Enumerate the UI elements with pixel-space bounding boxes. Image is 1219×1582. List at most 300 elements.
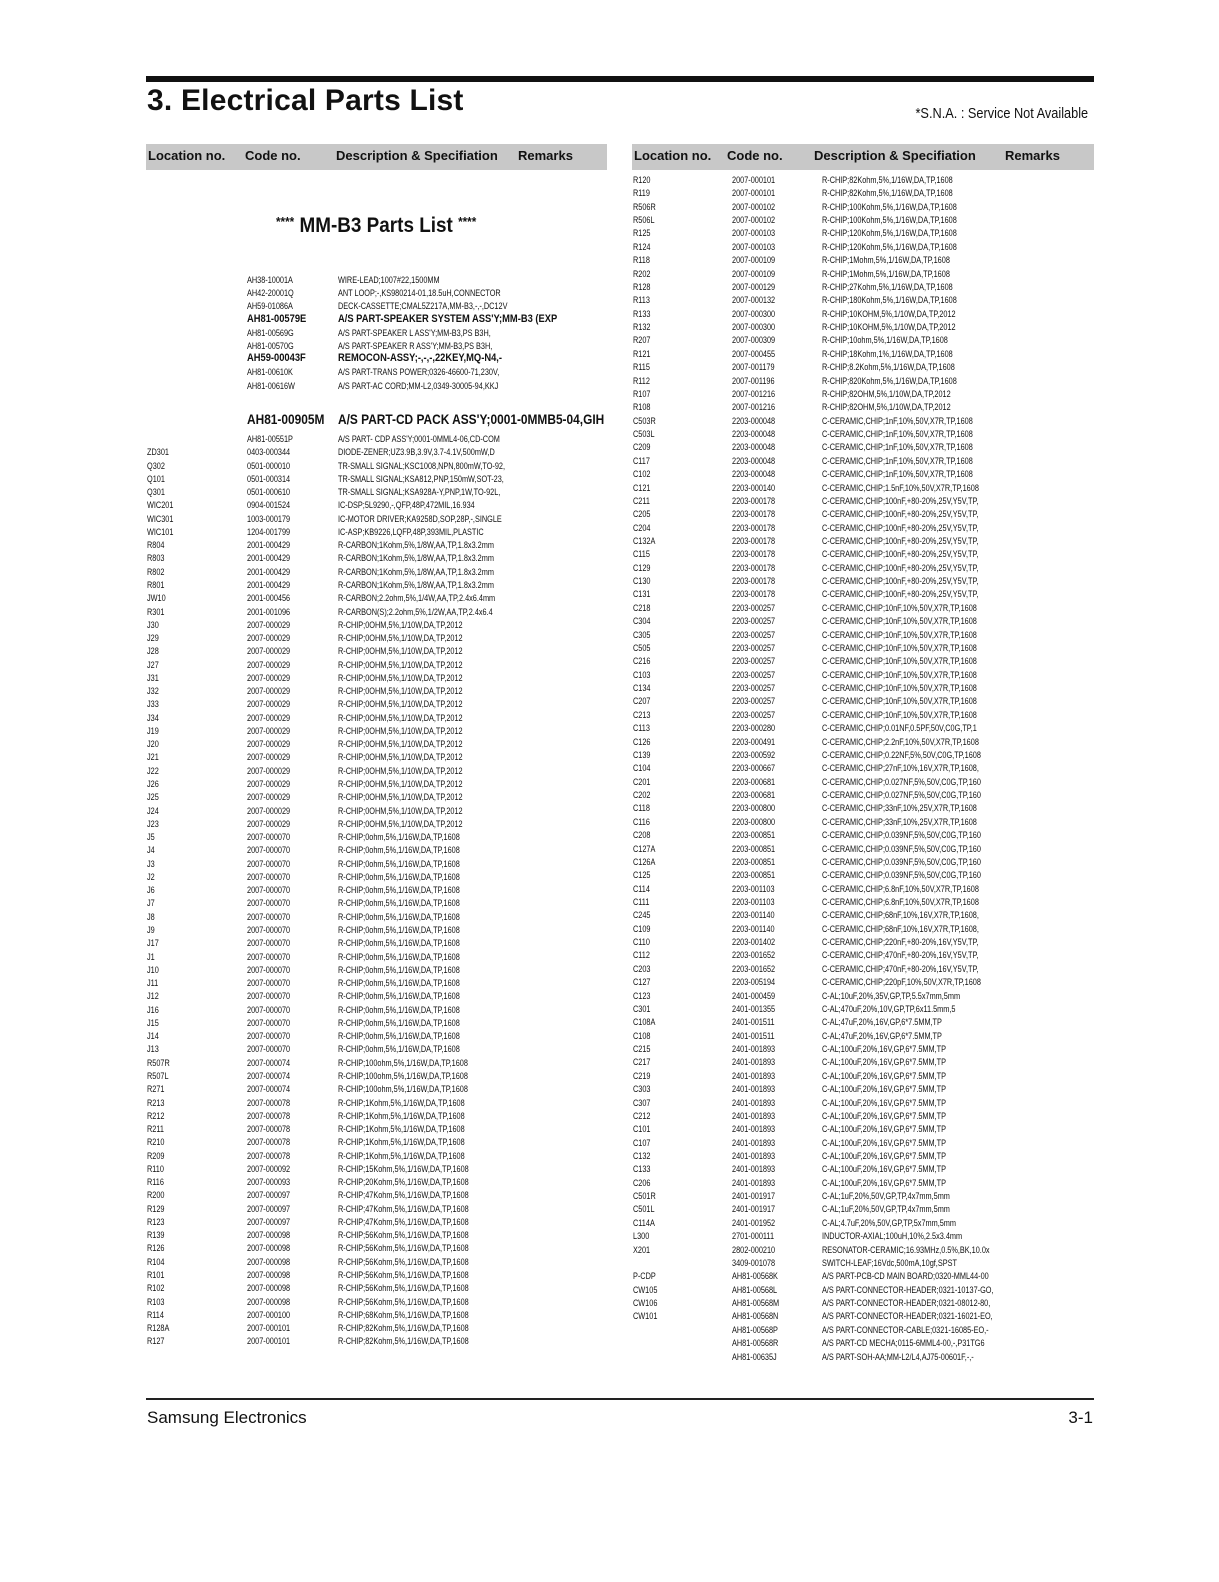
description-cell: R-CHIP;180Kohm,5%,1/16W,DA,TP,1608: [822, 294, 957, 306]
code-cell: 2203-000257: [732, 695, 776, 707]
code-cell: 2007-000098: [247, 1295, 291, 1307]
location-cell: C129: [633, 561, 651, 573]
code-cell: 2203-001652: [732, 962, 776, 974]
location-cell: J8: [147, 910, 155, 922]
location-cell: C131: [633, 588, 651, 600]
location-cell: C133: [633, 1163, 651, 1175]
location-cell: J11: [147, 977, 159, 989]
location-cell: R113: [633, 294, 650, 306]
description-cell: C-CERAMIC,CHIP;100nF,+80-20%,25V,Y5V,TP,: [822, 534, 979, 546]
location-cell: R129: [147, 1202, 165, 1214]
code-cell: 0501-000610: [247, 486, 291, 498]
location-cell: R202: [633, 267, 651, 279]
location-cell: J4: [147, 844, 155, 856]
description-cell: R-CHIP;0OHM,5%,1/10W,DA,TP,2012: [338, 764, 463, 776]
code-cell: 2007-000029: [247, 724, 291, 736]
code-cell: 2007-000078: [247, 1096, 291, 1108]
description-cell: R-CHIP;10KOHM,5%,1/10W,DA,TP,2012: [822, 321, 956, 333]
description-cell: R-CHIP;1Kohm,5%,1/16W,DA,TP,1608: [338, 1096, 465, 1108]
description-cell: TR-SMALL SIGNAL;KSA812,PNP,150mW,SOT-23,: [338, 472, 504, 484]
description-cell: ANT LOOP;-,KS980214-01,18.5uH,CONNECTOR: [338, 287, 501, 299]
code-cell: 2007-000097: [247, 1202, 291, 1214]
location-cell: J32: [147, 685, 159, 697]
description-cell: R-CHIP;0ohm,5%,1/16W,DA,TP,1608: [338, 950, 460, 962]
description-cell: R-CHIP;0OHM,5%,1/10W,DA,TP,2012: [338, 632, 463, 644]
code-cell: 2401-001917: [732, 1190, 776, 1202]
location-cell: J1: [147, 950, 155, 962]
location-cell: C212: [633, 1109, 651, 1121]
description-cell: R-CHIP;120Kohm,5%,1/16W,DA,TP,1608: [822, 240, 957, 252]
code-cell: 2007-000101: [247, 1322, 291, 1334]
description-cell: R-CHIP;0ohm,5%,1/16W,DA,TP,1608: [338, 884, 460, 896]
code-cell: 2007-000029: [247, 751, 291, 763]
location-cell: J12: [147, 990, 159, 1002]
code-cell: 2203-000851: [732, 842, 776, 854]
description-cell: C-CERAMIC,CHIP;0.039NF,5%,50V,C0G,TP,160: [822, 829, 981, 841]
code-cell: 2007-000103: [732, 227, 776, 239]
code-cell: 2007-000078: [247, 1123, 291, 1135]
description-cell: R-CHIP;10KOHM,5%,1/10W,DA,TP,2012: [822, 307, 956, 319]
location-cell: C204: [633, 521, 651, 533]
location-cell: J22: [147, 764, 159, 776]
code-cell: AH81-00551P: [247, 433, 293, 444]
location-cell: C503L: [633, 428, 655, 440]
description-cell: R-CHIP;100ohm,5%,1/16W,DA,TP,1608: [338, 1069, 468, 1081]
description-cell: C-CERAMIC,CHIP;0.01NF,0.5PF,50V,C0G,TP,1: [822, 722, 977, 734]
location-cell: C503R: [633, 414, 656, 426]
description-cell: R-CARBON;1Kohm,5%,1/8W,AA,TP,1.8x3.2mm: [338, 578, 494, 590]
location-cell: R213: [147, 1096, 165, 1108]
location-cell: R118: [633, 254, 650, 266]
code-cell: 2007-000098: [247, 1242, 291, 1254]
code-cell: 2007-000070: [247, 884, 291, 896]
code-cell: 2007-000098: [247, 1282, 291, 1294]
code-cell: 2007-000103: [732, 240, 776, 252]
description-cell: C-CERAMIC,CHIP;0.22NF,5%,50V,C0G,TP,1608: [822, 748, 981, 760]
location-cell: C130: [633, 575, 651, 587]
location-cell: ZD301: [147, 446, 169, 458]
location-cell: P-CDP: [633, 1270, 656, 1282]
description-cell: INDUCTOR-AXIAL;100uH,10%,2.5x3.4mm: [822, 1230, 963, 1242]
description-cell: C-AL;100uF,20%,16V,GP,6*7.5MM,TP: [822, 1136, 946, 1148]
location-cell: J25: [147, 791, 159, 803]
location-cell: C104: [633, 762, 651, 774]
code-cell: 2007-000029: [247, 738, 291, 750]
description-cell: C-CERAMIC,CHIP;10nF,10%,50V,X7R,TP,1608: [822, 601, 977, 613]
code-cell: 2007-000029: [247, 618, 291, 630]
code-cell: AH81-00568L: [732, 1283, 778, 1295]
description-cell: R-CHIP;0ohm,5%,1/16W,DA,TP,1608: [338, 923, 460, 935]
description-cell: R-CHIP;0ohm,5%,1/16W,DA,TP,1608: [338, 1016, 460, 1028]
location-cell: C109: [633, 922, 651, 934]
code-cell: 2007-000029: [247, 685, 291, 697]
description-cell: R-CHIP;0ohm,5%,1/16W,DA,TP,1608: [338, 870, 460, 882]
location-cell: C102: [633, 468, 651, 480]
code-cell: 2007-000101: [732, 187, 776, 199]
description-cell: C-CERAMIC,CHIP;0.039NF,5%,50V,C0G,TP,160: [822, 842, 981, 854]
code-cell: 2203-000178: [732, 534, 776, 546]
header-location: Location no.: [148, 148, 226, 163]
description-cell: A/S PART-PCB-CD MAIN BOARD;0320-MML44-00: [822, 1270, 989, 1282]
location-cell: R121: [633, 347, 651, 359]
location-cell: C303: [633, 1083, 651, 1095]
description-cell: R-CHIP;0OHM,5%,1/10W,DA,TP,2012: [338, 698, 463, 710]
location-cell: C217: [633, 1056, 651, 1068]
page-title: 3. Electrical Parts List: [147, 84, 464, 117]
location-cell: R103: [147, 1295, 165, 1307]
description-cell: R-CHIP;0OHM,5%,1/10W,DA,TP,2012: [338, 724, 463, 736]
description-cell: C-CERAMIC,CHIP;220nF,+80-20%,16V,Y5V,TP,: [822, 936, 979, 948]
location-cell: R271: [147, 1083, 165, 1095]
code-cell: 2007-000029: [247, 791, 291, 803]
location-cell: C201: [633, 775, 651, 787]
location-cell: J28: [147, 645, 159, 657]
code-cell: AH59-01086A: [247, 300, 293, 312]
location-cell: C211: [633, 494, 650, 506]
description-cell: WIRE-LEAD;1007#22,1500MM: [338, 274, 440, 285]
code-cell: 2007-000070: [247, 990, 291, 1002]
description-cell: R-CHIP;82OHM,5%,1/10W,DA,TP,2012: [822, 387, 951, 399]
description-cell: IC-ASP;KB9226,LQFP,48P,393MIL,PLASTIC: [338, 525, 484, 537]
location-cell: J7: [147, 897, 155, 909]
code-cell: 2007-000100: [247, 1308, 291, 1320]
code-cell: 2401-001893: [732, 1096, 776, 1108]
description-cell: A/S PART-SOH-AA;MM-L2/L4,AJ75-00601F,-,-: [822, 1350, 974, 1362]
location-cell: C113: [633, 722, 650, 734]
description-cell: R-CHIP;0OHM,5%,1/10W,DA,TP,2012: [338, 804, 463, 816]
description-cell: C-AL;100uF,20%,16V,GP,6*7.5MM,TP: [822, 1123, 946, 1135]
code-cell: 2203-000800: [732, 815, 776, 827]
description-cell: R-CHIP;0OHM,5%,1/10W,DA,TP,2012: [338, 751, 463, 763]
description-cell: C-CERAMIC,CHIP;10nF,10%,50V,X7R,TP,1608: [822, 695, 977, 707]
location-cell: J34: [147, 711, 159, 723]
location-cell: R124: [633, 240, 651, 252]
description-cell: A/S PART-CONNECTOR-HEADER;0321-10137-GO,: [822, 1283, 994, 1295]
code-cell: 2007-000029: [247, 658, 291, 670]
description-cell: C-CERAMIC,CHIP;100nF,+80-20%,25V,Y5V,TP,: [822, 588, 979, 600]
description-cell: R-CHIP;47Kohm,5%,1/16W,DA,TP,1608: [338, 1202, 469, 1214]
description-cell: C-CERAMIC,CHIP;220pF,10%,50V,X7R,TP,1608: [822, 976, 981, 988]
description-cell: A/S PART-TRANS POWER;0326-46600-71,230V,: [338, 366, 500, 378]
location-cell: J23: [147, 817, 159, 829]
code-cell: AH81-00610K: [247, 366, 293, 378]
description-cell: R-CHIP;1Kohm,5%,1/16W,DA,TP,1608: [338, 1123, 465, 1135]
code-cell: AH81-00905M: [247, 411, 325, 427]
code-cell: 2007-000092: [247, 1162, 291, 1174]
description-cell: C-AL;47uF,20%,16V,GP,6*7.5MM,TP: [822, 1016, 942, 1028]
location-cell: R107: [633, 387, 651, 399]
description-cell: C-AL;100uF,20%,16V,GP,6*7.5MM,TP: [822, 1043, 946, 1055]
location-cell: J21: [147, 751, 159, 763]
description-cell: R-CHIP;15Kohm,5%,1/16W,DA,TP,1608: [338, 1162, 469, 1174]
header-remarks: Remarks: [1005, 148, 1060, 163]
location-cell: C103: [633, 668, 651, 680]
description-cell: C-CERAMIC,CHIP;10nF,10%,50V,X7R,TP,1608: [822, 628, 977, 640]
location-cell: C107: [633, 1136, 651, 1148]
description-cell: A/S PART-CD MECHA;0115-6MML4-00,-,P31TG6: [822, 1337, 985, 1349]
code-cell: AH38-10001A: [247, 274, 293, 285]
code-cell: 2203-001103: [732, 895, 775, 907]
code-cell: 0501-000010: [247, 459, 291, 471]
description-cell: R-CHIP;0ohm,5%,1/16W,DA,TP,1608: [338, 1003, 460, 1015]
code-cell: 2401-001893: [732, 1150, 776, 1161]
location-cell: C505: [633, 641, 651, 653]
header-code: Code no.: [245, 148, 301, 163]
location-cell: R212: [147, 1109, 165, 1121]
code-cell: 2203-000257: [732, 668, 776, 680]
location-cell: C108: [633, 1029, 651, 1041]
description-cell: R-CARBON(S);2.2ohm,5%,1/2W,AA,TP,2.4x6.4: [338, 605, 493, 617]
code-cell: 2401-001893: [732, 1123, 776, 1135]
code-cell: 2007-000070: [247, 870, 291, 882]
code-cell: 2401-001893: [732, 1056, 776, 1068]
location-cell: C132: [633, 1150, 651, 1161]
description-cell: C-CERAMIC,CHIP;0.027NF,5%,50V,C0G,TP,160: [822, 789, 981, 801]
code-cell: AH42-20001Q: [247, 287, 294, 299]
location-cell: C305: [633, 628, 651, 640]
description-cell: DECK-CASSETTE;CMAL5Z217A,MM-B3,-,-,DC12V: [338, 300, 508, 312]
section-title-stars-left: ****: [276, 214, 295, 229]
description-cell: C-AL;100uF,20%,16V,GP,6*7.5MM,TP: [822, 1096, 946, 1108]
code-cell: 2007-000070: [247, 1030, 291, 1042]
code-cell: 2007-000078: [247, 1109, 291, 1121]
location-cell: C115: [633, 548, 650, 560]
description-cell: C-AL;100uF,20%,16V,GP,6*7.5MM,TP: [822, 1163, 946, 1175]
description-cell: R-CHIP;0ohm,5%,1/16W,DA,TP,1608: [338, 897, 460, 909]
description-cell: R-CHIP;0ohm,5%,1/16W,DA,TP,1608: [338, 1043, 460, 1055]
description-cell: R-CHIP;100Kohm,5%,1/16W,DA,TP,1608: [822, 200, 957, 212]
location-cell: R128A: [147, 1322, 170, 1334]
code-cell: 2203-000048: [732, 454, 776, 466]
code-cell: 2203-000257: [732, 641, 776, 653]
location-cell: J2: [147, 870, 155, 882]
location-cell: R120: [633, 174, 651, 185]
location-cell: Q302: [147, 459, 165, 471]
location-cell: R126: [147, 1242, 165, 1254]
description-cell: R-CHIP;1Mohm,5%,1/16W,DA,TP,1608: [822, 267, 950, 279]
top-rule: [146, 76, 1094, 82]
location-cell: C114: [633, 882, 650, 894]
description-cell: R-CHIP;0OHM,5%,1/10W,DA,TP,2012: [338, 671, 463, 683]
code-cell: 2007-000102: [732, 200, 776, 212]
description-cell: R-CHIP;56Kohm,5%,1/16W,DA,TP,1608: [338, 1242, 469, 1254]
description-cell: C-CERAMIC,CHIP;33nF,10%,25V,X7R,TP,1608: [822, 815, 977, 827]
location-cell: J26: [147, 778, 159, 790]
description-cell: C-CERAMIC,CHIP;10nF,10%,50V,X7R,TP,1608: [822, 682, 977, 694]
description-cell: C-CERAMIC,CHIP;2.2nF,10%,50V,X7R,TP,1608: [822, 735, 979, 747]
location-cell: C206: [633, 1176, 651, 1188]
description-cell: R-CHIP;82OHM,5%,1/10W,DA,TP,2012: [822, 401, 951, 413]
location-cell: C213: [633, 708, 651, 720]
code-cell: 2007-000129: [732, 280, 776, 292]
code-cell: 2007-000101: [732, 174, 776, 185]
description-cell: R-CHIP;0OHM,5%,1/10W,DA,TP,2012: [338, 817, 463, 829]
location-cell: C118: [633, 802, 650, 814]
description-cell: TR-SMALL SIGNAL;KSA928A-Y,PNP,1W,TO-92L,: [338, 486, 501, 498]
description-cell: REMOCON-ASSY;-,-,-,22KEY,MQ-N4,-: [338, 352, 502, 365]
location-cell: C501R: [633, 1190, 656, 1202]
location-cell: C125: [633, 869, 651, 881]
description-cell: C-AL;470uF,20%,10V,GP,TP,6x11.5mm,5: [822, 1002, 956, 1014]
code-cell: 0501-000314: [247, 472, 291, 484]
location-cell: C114A: [633, 1216, 655, 1228]
description-cell: C-CERAMIC,CHIP;68nF,10%,16V,X7R,TP,1608,: [822, 909, 979, 921]
code-cell: 2203-000178: [732, 494, 776, 506]
code-cell: 3409-001078: [732, 1256, 776, 1268]
code-cell: 2401-001893: [732, 1043, 776, 1055]
location-cell: R139: [147, 1229, 165, 1241]
description-cell: RESONATOR-CERAMIC;16.93MHz,0.5%,BK,10.0x: [822, 1243, 990, 1255]
description-cell: R-CHIP;0OHM,5%,1/10W,DA,TP,2012: [338, 711, 463, 723]
location-cell: R507R: [147, 1056, 170, 1068]
code-cell: 2203-000667: [732, 762, 776, 774]
code-cell: 2007-000070: [247, 963, 291, 975]
code-cell: 2203-000048: [732, 441, 776, 453]
description-cell: R-CHIP;0ohm,5%,1/16W,DA,TP,1608: [338, 937, 460, 949]
code-cell: 2001-000429: [247, 578, 291, 590]
code-cell: 2203-001652: [732, 949, 776, 961]
location-cell: R102: [147, 1282, 165, 1294]
code-cell: 2007-000101: [247, 1335, 291, 1347]
location-cell: R127: [147, 1335, 165, 1347]
description-cell: C-AL;100uF,20%,16V,GP,6*7.5MM,TP: [822, 1150, 946, 1161]
description-cell: R-CHIP;82Kohm,5%,1/16W,DA,TP,1608: [822, 187, 953, 199]
description-cell: R-CHIP;0ohm,5%,1/16W,DA,TP,1608: [338, 857, 460, 869]
location-cell: C101: [633, 1123, 651, 1135]
location-cell: R132: [633, 321, 651, 333]
location-cell: C301: [633, 1002, 651, 1014]
code-cell: 2001-000429: [247, 552, 291, 564]
code-cell: 2203-000592: [732, 748, 776, 760]
code-cell: 2401-001952: [732, 1216, 776, 1228]
location-cell: C304: [633, 615, 651, 627]
location-cell: C108A: [633, 1016, 656, 1028]
location-cell: R128: [633, 280, 651, 292]
location-cell: C132A: [633, 534, 656, 546]
description-cell: C-CERAMIC,CHIP;1nF,10%,50V,X7R,TP,1608: [822, 414, 973, 426]
description-cell: C-CERAMIC,CHIP;6.8nF,10%,50V,X7R,TP,1608: [822, 882, 979, 894]
location-cell: C219: [633, 1069, 651, 1081]
description-cell: R-CARBON;1Kohm,5%,1/8W,AA,TP,1.8x3.2mm: [338, 539, 494, 551]
code-cell: 2203-000257: [732, 615, 776, 627]
code-cell: 2007-000070: [247, 950, 291, 962]
description-cell: R-CHIP;1Kohm,5%,1/16W,DA,TP,1608: [338, 1149, 465, 1161]
description-cell: R-CHIP;100ohm,5%,1/16W,DA,TP,1608: [338, 1056, 468, 1068]
code-cell: 2007-000102: [732, 214, 776, 226]
description-cell: R-CHIP;27Kohm,5%,1/16W,DA,TP,1608: [822, 280, 953, 292]
description-cell: C-CERAMIC,CHIP;100nF,+80-20%,25V,Y5V,TP,: [822, 561, 979, 573]
location-cell: C127A: [633, 842, 656, 854]
location-cell: J27: [147, 658, 159, 670]
location-cell: C215: [633, 1043, 651, 1055]
code-cell: 2203-000178: [732, 575, 776, 587]
location-cell: C205: [633, 508, 651, 520]
location-cell: R104: [147, 1255, 165, 1267]
location-cell: C110: [633, 936, 650, 948]
location-cell: R207: [633, 334, 651, 346]
description-cell: R-CHIP;0ohm,5%,1/16W,DA,TP,1608: [338, 831, 460, 843]
footer-company: Samsung Electronics: [147, 1408, 307, 1427]
description-cell: A/S PART- CDP ASS'Y;0001-0MML4-06,CD-COM: [338, 433, 500, 444]
description-cell: C-CERAMIC,CHIP;470nF,+80-20%,16V,Y5V,TP,: [822, 962, 979, 974]
description-cell: C-AL;100uF,20%,16V,GP,6*7.5MM,TP: [822, 1083, 946, 1095]
location-cell: C202: [633, 789, 651, 801]
description-cell: R-CHIP;820Kohm,5%,1/16W,DA,TP,1608: [822, 374, 957, 386]
code-cell: 2007-000078: [247, 1136, 291, 1148]
code-cell: 2007-000070: [247, 1003, 291, 1015]
code-cell: 2401-001893: [732, 1109, 776, 1121]
code-cell: 1204-001799: [247, 525, 291, 537]
location-cell: C501L: [633, 1203, 655, 1215]
code-cell: 2203-001140: [732, 922, 775, 934]
code-cell: 2007-001179: [732, 361, 775, 373]
description-cell: R-CHIP;47Kohm,5%,1/16W,DA,TP,1608: [338, 1215, 469, 1227]
location-cell: C123: [633, 989, 651, 1001]
location-cell: R108: [633, 401, 651, 413]
description-cell: R-CHIP;0OHM,5%,1/10W,DA,TP,2012: [338, 738, 463, 750]
code-cell: 2007-000300: [732, 321, 776, 333]
description-cell: C-CERAMIC,CHIP;100nF,+80-20%,25V,Y5V,TP,: [822, 548, 979, 560]
description-cell: R-CHIP;100ohm,5%,1/16W,DA,TP,1608: [338, 1083, 468, 1095]
code-cell: 2203-000048: [732, 428, 776, 440]
code-cell: 2007-000029: [247, 817, 291, 829]
code-cell: 2203-001103: [732, 882, 775, 894]
page-number: 3-1: [1068, 1408, 1093, 1427]
location-cell: C134: [633, 682, 651, 694]
code-cell: 2007-000074: [247, 1083, 291, 1095]
location-cell: CW105: [633, 1283, 658, 1295]
description-cell: C-AL;100uF,20%,16V,GP,6*7.5MM,TP: [822, 1109, 946, 1121]
description-cell: R-CHIP;100Kohm,5%,1/16W,DA,TP,1608: [822, 214, 957, 226]
code-cell: 2203-000800: [732, 802, 776, 814]
code-cell: 2203-000491: [732, 735, 776, 747]
code-cell: 2401-001893: [732, 1069, 776, 1081]
description-cell: R-CARBON;2.2ohm,5%,1/4W,AA,TP,2.4x6.4mm: [338, 592, 496, 604]
location-cell: J6: [147, 884, 155, 896]
location-cell: C207: [633, 695, 651, 707]
description-cell: C-CERAMIC,CHIP;10nF,10%,50V,X7R,TP,1608: [822, 655, 977, 667]
location-cell: R507L: [147, 1069, 169, 1081]
location-cell: C245: [633, 909, 651, 921]
description-cell: R-CARBON;1Kohm,5%,1/8W,AA,TP,1.8x3.2mm: [338, 552, 494, 564]
code-cell: 2203-001140: [732, 909, 775, 921]
code-cell: 2007-000098: [247, 1255, 291, 1267]
location-cell: WIC301: [147, 512, 174, 524]
header-location: Location no.: [634, 148, 712, 163]
code-cell: 2007-000309: [732, 334, 776, 346]
code-cell: 2203-000257: [732, 601, 776, 613]
code-cell: 2401-001355: [732, 1002, 776, 1014]
code-cell: 2007-000097: [247, 1189, 291, 1201]
location-cell: C208: [633, 829, 651, 841]
location-cell: J9: [147, 923, 155, 935]
code-cell: 2401-001893: [732, 1176, 776, 1188]
description-cell: R-CHIP;8.2Kohm,5%,1/16W,DA,TP,1608: [822, 361, 955, 373]
code-cell: 2007-000070: [247, 977, 291, 989]
location-cell: C209: [633, 441, 651, 453]
description-cell: C-CERAMIC,CHIP;27nF,10%,16V,X7R,TP,1608,: [822, 762, 979, 774]
description-cell: R-CHIP;0OHM,5%,1/10W,DA,TP,2012: [338, 685, 463, 697]
description-cell: R-CHIP;120Kohm,5%,1/16W,DA,TP,1608: [822, 227, 957, 239]
description-cell: DIODE-ZENER;UZ3.9B,3.9V,3.7-4.1V,500mW,D: [338, 446, 495, 458]
code-cell: 2007-000078: [247, 1149, 291, 1161]
location-cell: R506L: [633, 214, 655, 226]
description-cell: SWITCH-LEAF;16Vdc,500mA,10gf,SPST: [822, 1256, 957, 1268]
description-cell: C-CERAMIC,CHIP;1nF,10%,50V,X7R,TP,1608: [822, 454, 973, 466]
location-cell: J30: [147, 618, 159, 630]
description-cell: R-CHIP;0OHM,5%,1/10W,DA,TP,2012: [338, 618, 463, 630]
location-cell: CW106: [633, 1297, 658, 1309]
